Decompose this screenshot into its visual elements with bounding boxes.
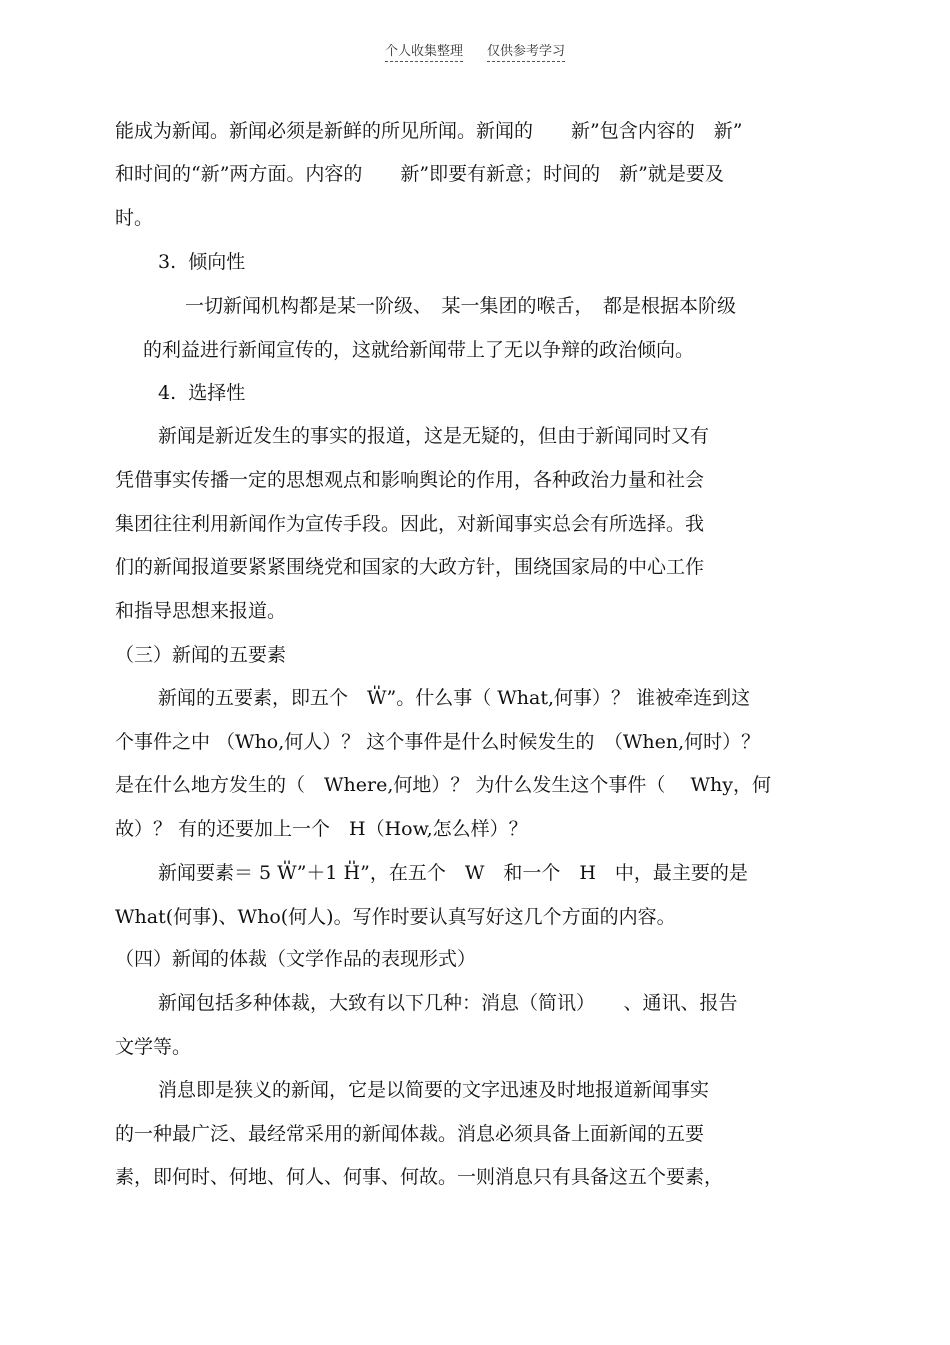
section-heading-four: （四）新闻的体裁（文学作品的表现形式） (115, 948, 477, 970)
paragraph-line: 时。 (115, 207, 154, 229)
paragraph-line: 一切新闻机构都是某一阶级、 某一集团的喉舌， 都是根据本阶级 (185, 295, 737, 317)
paragraph-line: 的一种最广泛、最经常采用的新闻体裁。消息必须具备上面新闻的五要 (115, 1123, 705, 1145)
paragraph-line: 消息即是狭义的新闻，它是以简要的文字迅速及时地报道新闻事实 (158, 1079, 710, 1101)
header-right-text: 仅供参考学习 (487, 40, 565, 62)
paragraph-line: 素，即何时、何地、何人、何事、何故。一则消息只有具备这五个要素， (115, 1166, 724, 1188)
paragraph-line: 的利益进行新闻宣传的，这就给新闻带上了无以争辩的政治倾向。 (143, 339, 695, 361)
paragraph-line: 和时间的“新”两方面。内容的 新”即要有新意；时间的 新”就是要及 (115, 163, 724, 185)
paragraph-line: 凭借事实传播一定的思想观点和影响舆论的作用，各种政治力量和社会 (115, 469, 705, 491)
paragraph-line: 文学等。 (115, 1036, 192, 1058)
section-heading-3: 3. 倾向性 (158, 251, 246, 273)
paragraph-line: 能成为新闻。新闻必须是新鲜的所见所闻。新闻的 新”包含内容的 新” (115, 120, 743, 142)
section-heading-three: （三）新闻的五要素 (115, 644, 287, 666)
page-header (0, 40, 950, 62)
paragraph-line: 个事件之中 （Who,何人）？ 这个事件是什么时候发生的 （When,何时）？ (115, 731, 761, 753)
paragraph-line: 们的新闻报道要紧紧围绕党和国家的大政方针，围绕国家局的中心工作 (115, 556, 705, 578)
paragraph-line: 集团往往利用新闻作为宣传手段。因此，对新闻事实总会有所选择。我 (115, 513, 705, 535)
paragraph-line: 新闻的五要素，即五个 W̎”。什么事（ What,何事）？ 谁被牵连到这 (158, 687, 751, 709)
paragraph-line: 新闻是新近发生的事实的报道，这是无疑的，但由于新闻同时又有 (158, 425, 710, 447)
paragraph-line: 新闻包括多种体裁，大致有以下几种：消息（简讯） 、通讯、报告 (158, 992, 738, 1014)
paragraph-line: 是在什么地方发生的（ Where,何地）？ 为什么发生这个事件（ Why，何 (115, 774, 771, 796)
paragraph-line: 新闻要素＝ 5 W̎”＋1 H̎”，在五个 W 和一个 H 中，最主要的是 (158, 862, 748, 884)
paragraph-line: What(何事)、Who(何人)。写作时要认真写好这几个方面的内容。 (115, 906, 676, 928)
paragraph-line: 故）？ 有的还要加上一个 H（How,怎么样）？ (115, 818, 528, 840)
section-heading-4: 4. 选择性 (158, 382, 246, 404)
header-left-text: 个人收集整理 (385, 40, 463, 62)
paragraph-line: 和指导思想来报道。 (115, 600, 287, 622)
